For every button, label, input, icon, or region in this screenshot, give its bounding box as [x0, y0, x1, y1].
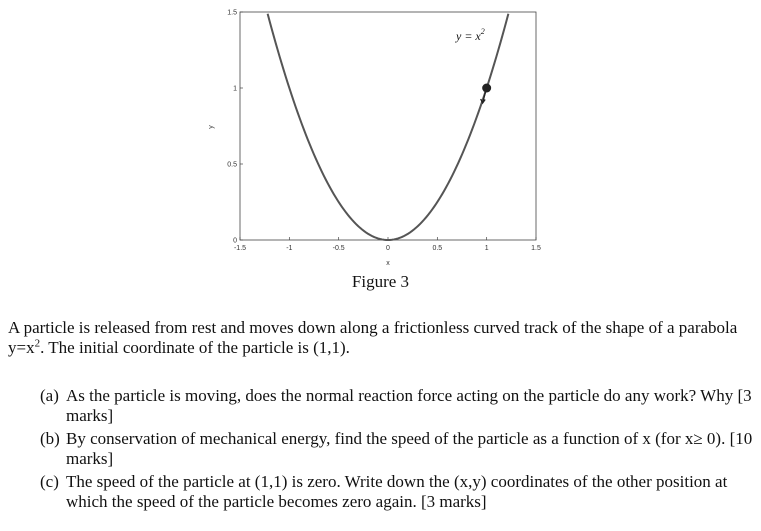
y-tick-label: 1.5: [227, 9, 237, 17]
x-tick-label: 1.5: [531, 245, 541, 252]
y-tick-label: 1: [233, 85, 237, 93]
x-tick-label: -1.5: [233, 245, 247, 252]
question-text: As the particle is moving, does the normal reaction force acting on the particle do any work? Why [3 marks]: [66, 386, 752, 425]
y-axis-label: y: [208, 125, 215, 129]
y-tick-group: [227, 10, 243, 245]
x-tick-label: 1: [484, 245, 489, 252]
question-text: By conservation of mechanical energy, find the speed of the particle as a function of x (for x≥ 0). [10 marks]: [66, 429, 753, 468]
particle: [482, 84, 491, 93]
y-tick-label: 0.5: [227, 161, 237, 169]
x-tick-label: -1: [286, 245, 293, 252]
question-label: (c): [40, 472, 59, 491]
parabola-curve: [268, 14, 509, 240]
question-label: (a): [40, 386, 59, 405]
x-tick-label: 0: [386, 245, 390, 252]
question-text: The speed of the particle at (1,1) is zero. Write down the (x,y) coordinates of the other position at which the speed of the particle becomes zero again. [3 marks]: [66, 472, 728, 511]
question-label: (b): [40, 429, 60, 448]
question-list: [40, 386, 758, 515]
x-tick-label: 0.5: [432, 245, 443, 252]
plot-frame: [240, 12, 536, 240]
curve-equation-label: $y = x^2$: [456, 27, 485, 43]
x-axis-label: x: [386, 260, 390, 267]
problem-intro: A particle is released from rest and moves down along a frictionless curved track of the shape of a parabola $y=x^2$. The initial coordinate of the particle is (1,1).: [8, 318, 738, 357]
question-item: [40, 386, 758, 426]
question-item: [40, 472, 758, 512]
question-item: [40, 429, 758, 469]
figure-caption: Figure 3: [351, 272, 410, 291]
y-tick-label: 0: [233, 237, 237, 245]
x-tick-label: -0.5: [332, 245, 345, 252]
